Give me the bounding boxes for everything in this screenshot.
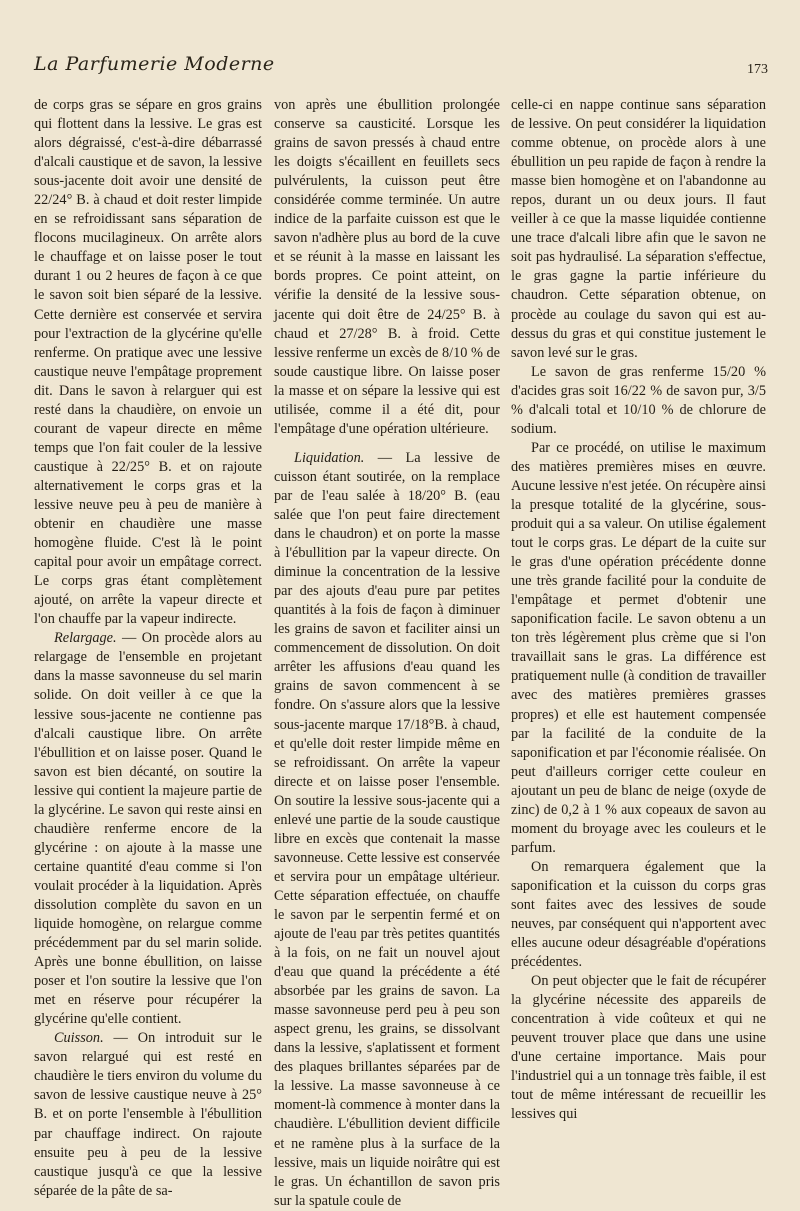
journal-title: La Parfumerie Moderne — [34, 53, 275, 75]
paragraph — [274, 449, 500, 1211]
paragraph — [511, 972, 766, 1124]
paragraph — [511, 96, 766, 363]
paragraph — [511, 858, 766, 972]
paragraph-text: — La lessive de cuisson étant soutirée, on la remplace par de l'eau salée à 18/20° B. (eau salée que l'on peut faire directement dans le chaudron) et on porte la masse à l'ébullition par la vapeur directe. On diminue la concentration de la lessive par des ajouts d'eau pure par petites quantités à la fois de façon à diminuer les grains de savon et faciliter ainsi un commencement de dissolution. On doit arrêter les affusions d'eau quand les grains de savon commencent à se fondre. On s'assure alors que la lessive sous-jacente marque 17/18°B. à chaud, et qu'elle doit rester limpide même en se refroidissant. On arrête la vapeur directe et on laisse poser l'ensemble. On soutire la lessive sous-jacente qui a enlevé une partie de la soude caustique libre en excès que contenait la masse savonneuse. Cette lessive est conservée et servira pour un empâtage ultérieur. Cette séparation effectuée, on chauffe le savon par le serpentin fermé et on ajoute de l'eau par très petites quantités à la fois, on ne fait un nouvel ajout d'eau que quand la précédente a été absorbée par les grains de savon. La masse savonneuse perd peu à peu son aspect grenu, les grains, se dissolvant dans la lessive, s'aplatissent et forment des plaques brillantes séparées par de la lessive. La masse savonneuse à ce moment-là commence à monter dans la chaudière. L'ébullition devient difficile et ne ramène plus à la surface de la lessive, mais un liquide noirâtre qui est le gras. Un échantillon de savon pris sur la spatule coule de — [274, 449, 500, 1209]
paragraph-text: celle-ci en nappe continue sans séparation de lessive. On peut considérer la liquidation comme obtenue, on procède alors à une ébullition un peu rapide de façon à rendre la masse bien homogène et on l'abandonne au repos, durant un ou deux jours. Il faut veiller à ce que la masse liquidée contienne une trace d'alcali libre afin que le savon ne soit pas hydraulisé. La séparation s'effectue, le gras gagne la partie inférieure du chaudron. Cette séparation obtenue, on procède au coulage du savon qui est au-dessus du gras et qui constitue justement le savon levé sur le gras. — [511, 97, 766, 361]
paragraph — [274, 96, 500, 439]
section-heading: Liquidation. — [294, 449, 365, 466]
paragraph-text: — On introduit sur le savon relargué qui est resté en chaudière le tiers environ du volume du savon de lessive caustique neuve à 25° B. et on porte l'ensemble à l'ébullition par chauffage indirect. On rajoute ensuite peu à peu de la lessive caustique jusqu'à ce que la lessive séparée de la pâte de sa- — [34, 1030, 262, 1199]
paragraph — [34, 96, 262, 629]
paragraph-text: On remarquera également que la saponification et la cuisson du corps gras sont faites avec des lessives de soude neuves, par conséquent qui n'apportent avec elles aucune odeur désagréable d'opérations précédentes. — [511, 858, 766, 971]
paragraph-text: von après une ébullition prolongée conserve sa causticité. Lorsque les grains de savon pressés à chaud entre les doigts s'écaillent en feuillets secs pulvérulents, la cuisson peut être considérée comme terminée. Un autre indice de la parfaite cuisson est que le savon n'adhère plus au bord de la cuve et se réunit à la masse en laissant les bords propres. Ce point atteint, on vérifie la densité de la lessive sous-jacente qui doit être de 24/25° B. à chaud et 27/28° B. à froid. Cette lessive renferme un excès de 8/10 % de soude caustique libre. On laisse poser la masse et on sépare la lessive qui est utilisée, comme il a été dit, pour l'empâtage d'une opération ultérieure. — [274, 97, 500, 437]
paragraph-text: Le savon de gras renferme 15/20 % d'acides gras soit 16/22 % de savon pur, 3/5 % d'alcali total et 10/10 % de chlorure de sodium. — [511, 363, 766, 437]
column-3 — [511, 96, 766, 1125]
column-2 — [274, 96, 500, 1211]
paragraph — [34, 629, 262, 1029]
column-1 — [34, 96, 262, 1201]
paragraph — [34, 1029, 262, 1200]
paragraph-text: Par ce procédé, on utilise le maximum des matières premières mises en œuvre. Aucune lessive n'est jetée. On récupère ainsi la presque totalité de la glycérine, sous-produit qui a sa valeur. On utilise également tout le corps gras. Le départ de la cuite sur le gras d'une opération précédente donne une très grande facilité pour la conduite de l'empâtage et permet d'obtenir une saponification facile. Le savon obtenu a un ton très légèrement plus crème que si l'on travaillait sans le gras. La différence est pratiquement nulle (à condition de travailler avec des matières premières grasses propres) et elle est hautement compensée par la facilité de la conduite de la saponification et par l'économie réalisée. On peut d'ailleurs corriger cette couleur en ajoutant un peu de blanc de neige (oxyde de zinc) de 0,2 à 1 % aux copeaux de savon au moment du broyage avec les couleurs et le parfum. — [511, 439, 766, 856]
section-heading: Relargage. — [54, 630, 117, 647]
paragraph — [511, 363, 766, 439]
paragraph-text: — On procède alors au relargage de l'ensemble en projetant dans la masse savonneuse du sel marin solide. On doit veiller à ce que la lessive sous-jacente ne contienne pas d'alcali caustique libre. On arrête l'ébullition et on laisse poser. Quand le savon est bien décanté, on soutire la lessive qui contient la majeure partie de la glycérine. Le savon qui reste ainsi en chaudière renferme encore de la glycérine : on ajoute à la masse une certaine quantité d'eau comme si l'on voulait procéder à la liquidation. Après dissolution complète du savon en un liquide homogène, on relargue comme précédemment par du sel marin solide. Après une bonne ébullition, on laisse poser et l'on soutire la lessive que l'on met en réserve pour récupérer la glycérine qu'elle contient. — [34, 630, 262, 1028]
page-number: 173 — [747, 62, 768, 77]
paragraph — [511, 439, 766, 858]
paragraph-text: de corps gras se sépare en gros grains qui flottent dans la lessive. Le gras est alors dégraissé, c'est-à-dire débarrassé d'alcali caustique et de savon, la lessive sous-jacente doit avoir une densité de 22/24° B. à chaud et doit rester limpide en se refroidissant sans séparation de flocons mucilagineux. On arrête alors le chauffage et on laisse poser le tout durant 1 ou 2 heures de façon à ce que le savon soit bien séparé de la lessive. Cette dernière est conservée et servira pour l'extraction de la glycérine qu'elle renferme. On pratique avec une lessive caustique neuve l'empâtage proprement dit. Dans le savon à relarguer qui est resté dans la chaudière, on envoie un courant de vapeur directe en même temps que l'on fait couler de la lessive caustique à 22/25° B. et on rajoute alternativement le corps gras et la lessive neuve peu à peu de manière à obtenir en chaudière une masse homogène fluide. C'est là le point capital pour avoir un empâtage correct. Le corps gras étant complètement ajouté, on arrête la vapeur directe et l'on chauffe par la vapeur indirecte. — [34, 97, 262, 628]
paragraph-text: On peut objecter que le fait de récupérer la glycérine nécessite des appareils de concentration à vide coûteux et qui ne peuvent trouver place que dans une usine d'une certaine importance. Mais pour l'industriel qui a un tonnage très faible, il est tout de même intéressant de recueillir les lessives qui — [511, 973, 766, 1123]
section-heading: Cuisson. — [54, 1030, 104, 1047]
